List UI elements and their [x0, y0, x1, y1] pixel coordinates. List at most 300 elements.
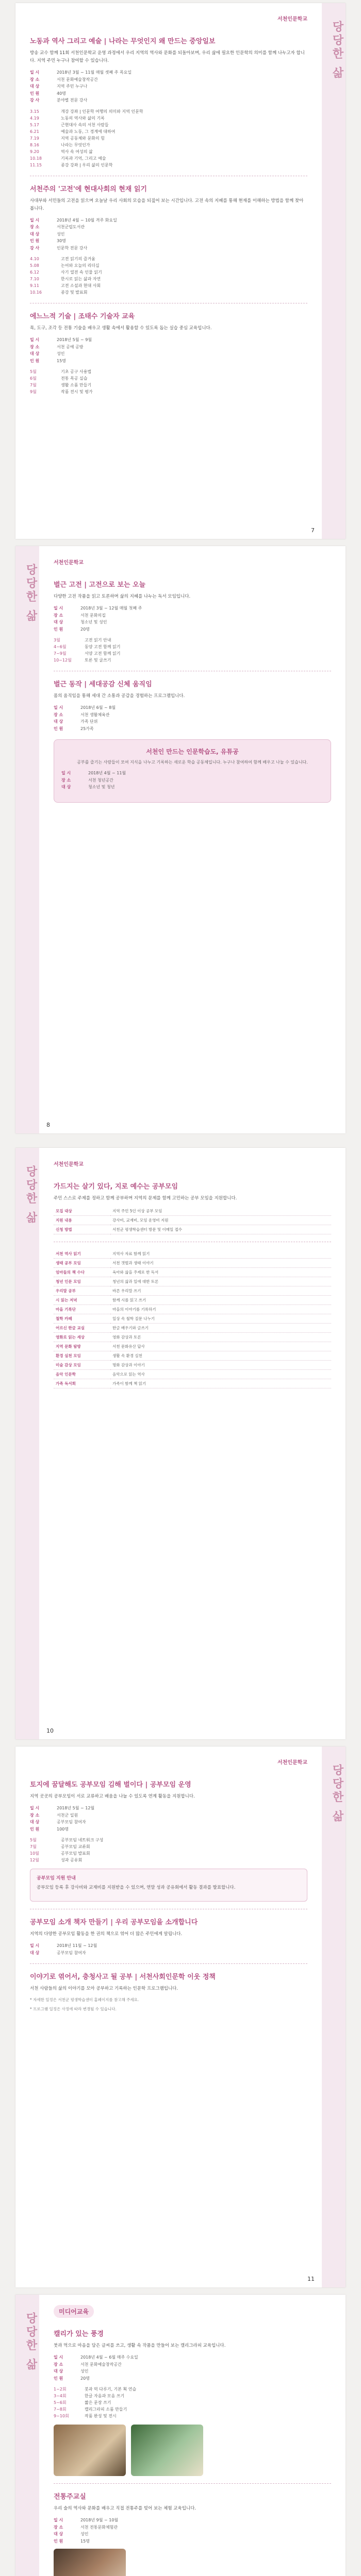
info-row — [30, 97, 307, 104]
section-body: 사대부와 서민들의 고전을 읽으며 오늘날 우리 사회의 모습을 되짚어 보는 시간입니다. 고전 속의 지혜를 통해 현재를 이해하는 방법을 함께 찾아봅니다. — [30, 198, 304, 211]
note-text: * 프로그램 일정은 사정에 따라 변경될 수 있습니다. — [30, 2007, 117, 2011]
info-key: 대 상 — [30, 84, 40, 89]
table-value: 마을의 이야기를 기록하기 — [110, 1305, 331, 1314]
info-value: 2018년 4월 ~ 10월 격주 화요일 — [57, 217, 117, 223]
info-row — [54, 2517, 331, 2524]
page-number: 11 — [307, 2276, 315, 2282]
table-key: 우리말 공부 — [54, 1286, 110, 1296]
info-key: 장 소 — [54, 2524, 63, 2530]
schedule-topic: 고전 읽기의 즐거움 — [61, 257, 95, 261]
info-value: 서천 공예 공방 — [57, 344, 84, 349]
info-row — [30, 90, 307, 97]
schedule-row — [30, 368, 307, 375]
info-value: 서천 전통문화체험관 — [80, 2524, 118, 2530]
schedule-topic: 작품 완성 및 전시 — [85, 2414, 117, 2418]
section-body: 붓과 먹으로 마음을 담은 글씨를 쓰고, 생활 속 작품을 만들어 보는 캘리그라피 교육입니다. — [54, 2343, 226, 2348]
schedule-topic: 사기 열전 속 인물 읽기 — [61, 270, 102, 275]
category-label: 서천인문학교 — [277, 1760, 307, 1766]
info-list — [30, 1805, 307, 1833]
schedule-row — [30, 382, 307, 388]
info-value: 20명 — [80, 626, 90, 632]
info-key: 대 상 — [61, 785, 71, 789]
section-title: 벌근 고전 | 고전으로 보는 오늘 — [54, 581, 146, 589]
schedule-row — [30, 1850, 307, 1857]
info-row — [61, 770, 323, 777]
side-bar — [15, 546, 39, 1133]
info-value: 성인 — [80, 2532, 89, 2536]
info-value: 청소년 및 청년 — [88, 785, 115, 789]
info-key: 장 소 — [30, 1812, 40, 1818]
schedule-topic: 기록과 기억, 그리고 예술 — [61, 156, 106, 161]
side-title: 당당한 삶 — [24, 564, 38, 623]
info-row — [30, 224, 307, 231]
schedule-topic: 나라는 무엇인가 — [61, 142, 90, 147]
schedule-date: 5.17 — [30, 122, 39, 127]
info-row — [54, 626, 331, 633]
info-row — [30, 231, 307, 238]
info-key: 대 상 — [54, 2369, 63, 2374]
category-tag: 미디어교육 — [54, 2305, 94, 2318]
schedule-topic: 전통 목공 실습 — [61, 376, 88, 381]
table-row — [54, 1296, 331, 1305]
info-value: 40명 — [57, 91, 66, 96]
table-value: 지역 주민 5인 이상 공부 모임 — [110, 1207, 331, 1216]
schedule-row — [30, 115, 307, 122]
schedule-date: 6월 — [30, 376, 37, 381]
side-bar — [15, 1148, 39, 1739]
schedule-date: 9.20 — [30, 149, 39, 154]
table-value: 한글 배우기와 글쓰기 — [110, 1324, 331, 1333]
table-key: 철학 카페 — [54, 1314, 110, 1324]
info-row — [54, 2538, 331, 2545]
table-row — [54, 1277, 331, 1286]
schedule-topic: 논어와 오늘의 리더십 — [61, 263, 100, 268]
info-key: 인 원 — [30, 358, 40, 363]
info-value: 성인 — [80, 2369, 89, 2374]
info-value: 2018년 3월 ~ 12월 매월 첫째 주 — [80, 606, 142, 611]
section-title: 에느느적 기술 | 조태수 기술자 교육 — [30, 313, 135, 320]
page-7 — [15, 3, 346, 539]
schedule-topic: 노동의 역사와 삶의 기록 — [61, 115, 105, 121]
info-list — [61, 770, 323, 791]
schedule-date: 11.15 — [30, 162, 42, 167]
info-row — [54, 704, 331, 711]
info-key: 대 상 — [30, 351, 40, 356]
page-number: 8 — [46, 1122, 50, 1128]
schedule-topic: 공부모임 교류회 — [61, 1844, 90, 1849]
info-value: 지역 주민 누구나 — [57, 84, 88, 89]
info-list — [54, 2354, 331, 2382]
banner-title: 서천인 만드는 인문학습도, 유튜공 — [146, 748, 239, 755]
page-8 — [15, 546, 346, 1133]
schedule-row — [30, 276, 307, 282]
table-value: 강사비, 교재비, 모임 운영비 지원 — [110, 1216, 331, 1225]
note-text: * 자세한 일정은 서천군 평생학습센터 홈페이지를 참고해 주세요. — [30, 1997, 139, 2002]
section-title: 노동과 역사 그리고 예술 | 나라는 무엇인지 왜 만드는 중앙일보 — [30, 38, 216, 45]
schedule-topic: 캘리그라피 소품 만들기 — [85, 2407, 127, 2412]
schedule-date: 9~10회 — [54, 2414, 69, 2418]
page-number: 7 — [311, 527, 315, 534]
table-key: 신청 방법 — [54, 1225, 110, 1234]
info-key: 대 상 — [30, 1950, 40, 1955]
info-key: 일 시 — [54, 705, 63, 710]
info-key: 일 시 — [30, 1806, 40, 1810]
table-value: 명화 감상과 이야기 — [110, 1361, 331, 1370]
schedule-row — [30, 142, 307, 148]
info-key: 인 원 — [54, 726, 63, 731]
section-title: 벌근 동작 | 세대공감 신체 움직임 — [54, 681, 152, 688]
schedule-list — [30, 256, 307, 296]
table-row — [54, 1314, 331, 1324]
schedule-topic: 동양 고전 함께 읽기 — [85, 645, 121, 649]
table-row — [54, 1351, 331, 1361]
category-label: 서천인문학교 — [277, 16, 307, 22]
info-key: 일 시 — [30, 1943, 40, 1948]
side-title: 당당한 삶 — [24, 1165, 38, 1225]
schedule-date: 10.16 — [30, 290, 42, 295]
schedule-row — [30, 135, 307, 142]
section-body: 지역의 다양한 공부모임 활동을 한 권의 책으로 엮어 더 많은 주민에게 알립니다. — [30, 1931, 183, 1937]
info-row — [54, 718, 331, 725]
info-row — [54, 2368, 331, 2375]
schedule-topic: 고전 소설과 현대 사회 — [61, 283, 101, 288]
schedule-date: 10.18 — [30, 156, 42, 161]
calligraphy-photo — [131, 2425, 203, 2476]
table-row — [54, 1379, 331, 1388]
traditional-liquor-photo — [54, 2549, 126, 2576]
schedule-date: 5월 — [30, 1838, 37, 1842]
table-value: 바른 우리말 쓰기 — [110, 1286, 331, 1296]
schedule-row — [30, 108, 307, 115]
banner-body: 공부를 즐기는 사람들이 모여 지식을 나누고 기록하는 새로운 학습 공동체입니다. 누구나 참여하여 함께 배우고 나눌 수 있습니다. — [77, 760, 308, 765]
schedule-row — [30, 282, 307, 289]
info-key: 강 사 — [30, 98, 40, 103]
info-value: 서천 청년공간 — [88, 777, 113, 783]
section-title: 서천주의 '고전'에 현대사회의 현재 읽기 — [30, 185, 147, 193]
schedule-topic: 종강 및 발표회 — [61, 290, 88, 295]
info-value: 인문학 전문 강사 — [57, 245, 88, 250]
page-11-content — [15, 1747, 322, 2287]
info-key: 인 원 — [54, 2538, 63, 2544]
info-value: 서천 생활체육관 — [80, 712, 110, 717]
info-key: 대 상 — [54, 620, 63, 624]
schedule-row — [30, 375, 307, 382]
info-row — [30, 238, 307, 245]
table-row — [54, 1249, 331, 1259]
section-title: 이야기로 엮어서, 충청사고 될 공부 | 서천사회인문학 이웃 정책 — [30, 1973, 216, 1981]
info-value: 서천 문화예술창작공간 — [80, 2362, 122, 2367]
schedule-row — [30, 122, 307, 128]
table-key: 엄마들의 책 수다 — [54, 1268, 110, 1277]
schedule-row — [54, 2393, 331, 2399]
info-key: 일 시 — [30, 70, 40, 75]
schedule-date: 10~12월 — [54, 658, 72, 663]
schedule-topic: 역사 속 여성의 삶 — [61, 149, 93, 154]
schedule-list — [30, 108, 307, 168]
table-key: 어르신 한글 교실 — [54, 1324, 110, 1333]
info-value: 청소년 및 성인 — [80, 620, 107, 624]
schedule-row — [30, 128, 307, 135]
info-value: 15명 — [80, 2538, 90, 2544]
table-row — [54, 1268, 331, 1277]
schedule-date: 10월 — [30, 1851, 39, 1856]
schedule-date: 5~6회 — [54, 2400, 67, 2405]
photo-row — [54, 2549, 331, 2576]
schedule-date: 6.21 — [30, 129, 39, 134]
schedule-date: 9.11 — [30, 283, 39, 288]
side-bar — [322, 3, 346, 539]
schedule-row — [30, 162, 307, 168]
table-value: 서천군 평생학습센터 방문 및 이메일 접수 — [110, 1225, 331, 1234]
group-table — [54, 1249, 331, 1388]
notes — [30, 1997, 307, 2012]
table-key: 음악 인문학 — [54, 1370, 110, 1379]
schedule-topic: 토론 및 글쓰기 — [85, 658, 111, 663]
info-key: 인 원 — [30, 239, 40, 243]
page-8-content — [39, 546, 346, 1133]
info-row — [61, 777, 323, 784]
table-key: 마을 기록단 — [54, 1305, 110, 1314]
info-value: 성인 — [57, 231, 65, 236]
schedule-topic: 짧은 문장 쓰기 — [85, 2400, 111, 2405]
info-key: 일 시 — [54, 2518, 63, 2522]
info-key: 인 원 — [54, 2376, 63, 2381]
category-label: 서천인문학교 — [54, 560, 84, 566]
table-row — [54, 1370, 331, 1379]
schedule-date: 7월 — [30, 1844, 37, 1849]
table-key: 환경 실천 모임 — [54, 1351, 110, 1361]
table-value: 가족이 함께 책 읽기 — [110, 1379, 331, 1388]
info-key: 대 상 — [54, 719, 63, 724]
schedule-date: 5.08 — [30, 263, 39, 268]
schedule-topic: 작품 전시 및 평가 — [61, 389, 93, 394]
photo-row — [54, 2425, 331, 2476]
info-value: 서천 문화예술창작공간 — [57, 77, 98, 82]
schedule-date: 7월 — [30, 383, 37, 387]
schedule-topic: 기초 공구 사용법 — [61, 369, 92, 374]
divider — [30, 1963, 307, 1964]
info-key: 일 시 — [30, 337, 40, 342]
schedule-row — [54, 2399, 331, 2406]
schedule-date: 1~2회 — [54, 2387, 67, 2392]
table-key: 생태 공부 모임 — [54, 1259, 110, 1268]
info-list — [54, 704, 331, 732]
section-body: 몸의 움직임을 통해 세대 간 소통과 공감을 경험하는 프로그램입니다. — [54, 693, 185, 699]
table-value: 음악으로 읽는 역사 — [110, 1370, 331, 1379]
section-body: 우리 술의 역사와 문화를 배우고 직접 전통주를 빚어 보는 체험 교육입니다. — [54, 2506, 196, 2511]
schedule-row — [30, 262, 307, 269]
schedule-topic: 고전 읽기 안내 — [85, 638, 111, 642]
page-12-content — [39, 2295, 346, 2576]
info-key: 장 소 — [61, 777, 71, 783]
info-value: 2018년 11월 ~ 12월 — [57, 1943, 97, 1948]
info-value: 2018년 4월 ~ 6월 매주 수요일 — [80, 2355, 138, 2360]
table-key: 시 읽는 저녁 — [54, 1296, 110, 1305]
table-key: 지역 문화 탐방 — [54, 1342, 110, 1351]
schedule-row — [54, 657, 331, 664]
table-row — [54, 1361, 331, 1370]
table-value: 생활 속 환경 실천 — [110, 1351, 331, 1361]
info-row — [30, 76, 307, 83]
info-table — [54, 1207, 331, 1234]
info-value: 25가족 — [80, 726, 94, 731]
table-value: 육아와 삶을 주제로 한 독서 — [110, 1268, 331, 1277]
divider — [54, 2483, 331, 2484]
info-row — [30, 1805, 307, 1812]
page-10 — [15, 1148, 346, 1739]
box-body: 공부모임 등록 후 강사비와 교재비를 지원받을 수 있으며, 연말 성과 공유회에서 활동 결과를 발표합니다. — [37, 1885, 236, 1890]
table-row — [54, 1342, 331, 1351]
info-value: 분야별 전문 강사 — [57, 98, 88, 103]
schedule-row — [54, 2413, 331, 2419]
schedule-row — [30, 289, 307, 296]
info-value: 2018년 9월 ~ 10월 — [80, 2518, 119, 2522]
schedule-topic: 성과 공유회 — [61, 1858, 83, 1862]
side-title: 당당한 삶 — [24, 2312, 38, 2372]
schedule-row — [30, 256, 307, 262]
table-value: 일상 속 철학 질문 나누기 — [110, 1314, 331, 1324]
info-key: 강 사 — [30, 245, 40, 250]
info-value: 100명 — [57, 1826, 69, 1832]
schedule-date: 7~8회 — [54, 2407, 67, 2412]
info-value: 가족 단위 — [80, 719, 98, 724]
schedule-date: 4.10 — [30, 257, 39, 261]
info-row — [30, 1812, 307, 1819]
info-value: 서천군 일원 — [57, 1812, 78, 1818]
side-title: 당당한 삶 — [331, 1764, 344, 1824]
schedule-list — [30, 368, 307, 395]
info-row — [30, 344, 307, 351]
notice-box — [30, 1869, 307, 1902]
schedule-topic: 붓과 먹 다루기, 기본 획 연습 — [85, 2387, 137, 2392]
section-body: 서천 사람들의 삶의 이야기를 모아 공부하고 기록하는 인문학 프로그램입니다. — [30, 1986, 178, 1991]
info-row — [54, 2524, 331, 2531]
table-value: 서천 갯벌과 생태 이야기 — [110, 1259, 331, 1268]
calligraphy-photo — [54, 2425, 126, 2476]
schedule-date: 4~6월 — [54, 645, 67, 649]
info-value: 성인 — [57, 351, 65, 356]
section-body: 방송 교수 함께 11회 서천인문학교 운영 과정에서 우리 지역의 역사와 문화를 되돌아보며, 우리 삶에 필요한 인문학의 의미를 함께 나누고자 합니다. 지역 주민 누구나 참여할 수 있습니다. — [30, 50, 305, 63]
info-row — [54, 2531, 331, 2538]
category-label: 서천인문학교 — [54, 1162, 84, 1167]
info-key: 장 소 — [54, 2362, 63, 2367]
section-title: 전통주교실 — [54, 2493, 86, 2501]
info-row — [54, 2354, 331, 2361]
table-row — [54, 1324, 331, 1333]
info-key: 장 소 — [54, 613, 63, 618]
section-title: 캘리가 있는 풍경 — [54, 2330, 104, 2338]
info-row — [30, 245, 307, 252]
info-key: 대 상 — [54, 2532, 63, 2536]
schedule-row — [30, 1837, 307, 1843]
info-key: 대 상 — [30, 1820, 40, 1824]
table-key: 미술 감상 모임 — [54, 1361, 110, 1370]
schedule-row — [54, 2406, 331, 2413]
section-title: 토지에 꿈달해도 공부모임 김해 벌이다 | 공부모임 운영 — [30, 1781, 191, 1789]
schedule-date: 7.19 — [30, 135, 39, 141]
table-row — [54, 1225, 331, 1234]
schedule-list — [54, 637, 331, 664]
info-value: 공부모임 참여자 — [57, 1820, 86, 1824]
box-title: 공부모임 지원 안내 — [37, 1876, 76, 1881]
info-row — [30, 83, 307, 90]
info-list — [30, 336, 307, 364]
page-12 — [15, 2295, 346, 2576]
table-key: 청년 인문 모임 — [54, 1277, 110, 1286]
info-row — [30, 336, 307, 344]
schedule-row — [30, 155, 307, 162]
table-value: 청년의 삶과 일에 대한 토론 — [110, 1277, 331, 1286]
table-value: 함께 시를 읽고 쓰기 — [110, 1296, 331, 1305]
schedule-row — [54, 2386, 331, 2393]
schedule-topic: 개강 강좌 | 인문학 여행의 의미와 지역 인문학 — [61, 109, 143, 114]
schedule-topic: 한시로 읽는 삶과 자연 — [61, 277, 101, 281]
info-key: 인 원 — [30, 91, 40, 96]
table-value: 영화 감상과 토론 — [110, 1333, 331, 1342]
info-row — [54, 619, 331, 626]
info-value: 15명 — [57, 358, 66, 363]
info-row — [54, 725, 331, 733]
promo-banner — [54, 739, 331, 803]
side-bar — [322, 1747, 346, 2287]
page-7-content — [15, 3, 322, 539]
section-title: 공부모임 소개 책자 만들기 | 우리 공부모임을 소개합니다 — [30, 1919, 198, 1926]
schedule-topic: 서양 고전 함께 읽기 — [85, 651, 121, 656]
table-row — [54, 1333, 331, 1342]
info-row — [54, 2361, 331, 2368]
info-key: 일 시 — [54, 2355, 63, 2360]
info-value: 2018년 5월 ~ 9월 — [57, 337, 92, 342]
info-key: 일 시 — [30, 217, 40, 223]
schedule-row — [54, 650, 331, 657]
schedule-topic: 공부모임 발표회 — [61, 1851, 90, 1856]
section-body: 다양한 고전 작품을 읽고 토론하며 삶의 지혜를 나누는 독서 모임입니다. — [54, 594, 191, 599]
schedule-date: 9월 — [30, 389, 37, 394]
schedule-date: 12월 — [30, 1858, 39, 1862]
table-row — [54, 1305, 331, 1314]
info-list — [30, 217, 307, 252]
info-key: 일 시 — [54, 606, 63, 611]
info-value: 2018년 5월 ~ 12월 — [57, 1806, 95, 1810]
info-row — [30, 1942, 307, 1950]
info-row — [54, 605, 331, 612]
info-row — [30, 358, 307, 365]
schedule-date: 5월 — [30, 369, 37, 374]
schedule-topic: 지역 공동체와 문화의 힘 — [61, 135, 105, 141]
schedule-date: 7.10 — [30, 277, 39, 281]
page-11 — [15, 1747, 346, 2287]
schedule-topic: 예술과 노동, 그 경계에 대하여 — [61, 129, 116, 134]
schedule-date: 6.12 — [30, 270, 39, 275]
table-row — [54, 1207, 331, 1216]
info-list — [30, 1942, 307, 1956]
schedule-date: 3~4회 — [54, 2394, 67, 2398]
info-list — [30, 69, 307, 104]
schedule-topic: 공부모임 네트워크 구성 — [61, 1838, 104, 1842]
table-row — [54, 1286, 331, 1296]
schedule-topic: 한글 자음과 모음 쓰기 — [85, 2394, 125, 2398]
page-number: 10 — [46, 1727, 54, 1734]
info-key: 인 원 — [54, 626, 63, 632]
table-row — [54, 1259, 331, 1268]
schedule-list — [30, 1837, 307, 1863]
info-value: 30명 — [57, 239, 66, 243]
schedule-date: 3.15 — [30, 109, 39, 114]
schedule-date: 8.16 — [30, 142, 39, 147]
table-key: 지원 내용 — [54, 1216, 110, 1225]
table-row — [54, 1216, 331, 1225]
info-list — [54, 2517, 331, 2545]
